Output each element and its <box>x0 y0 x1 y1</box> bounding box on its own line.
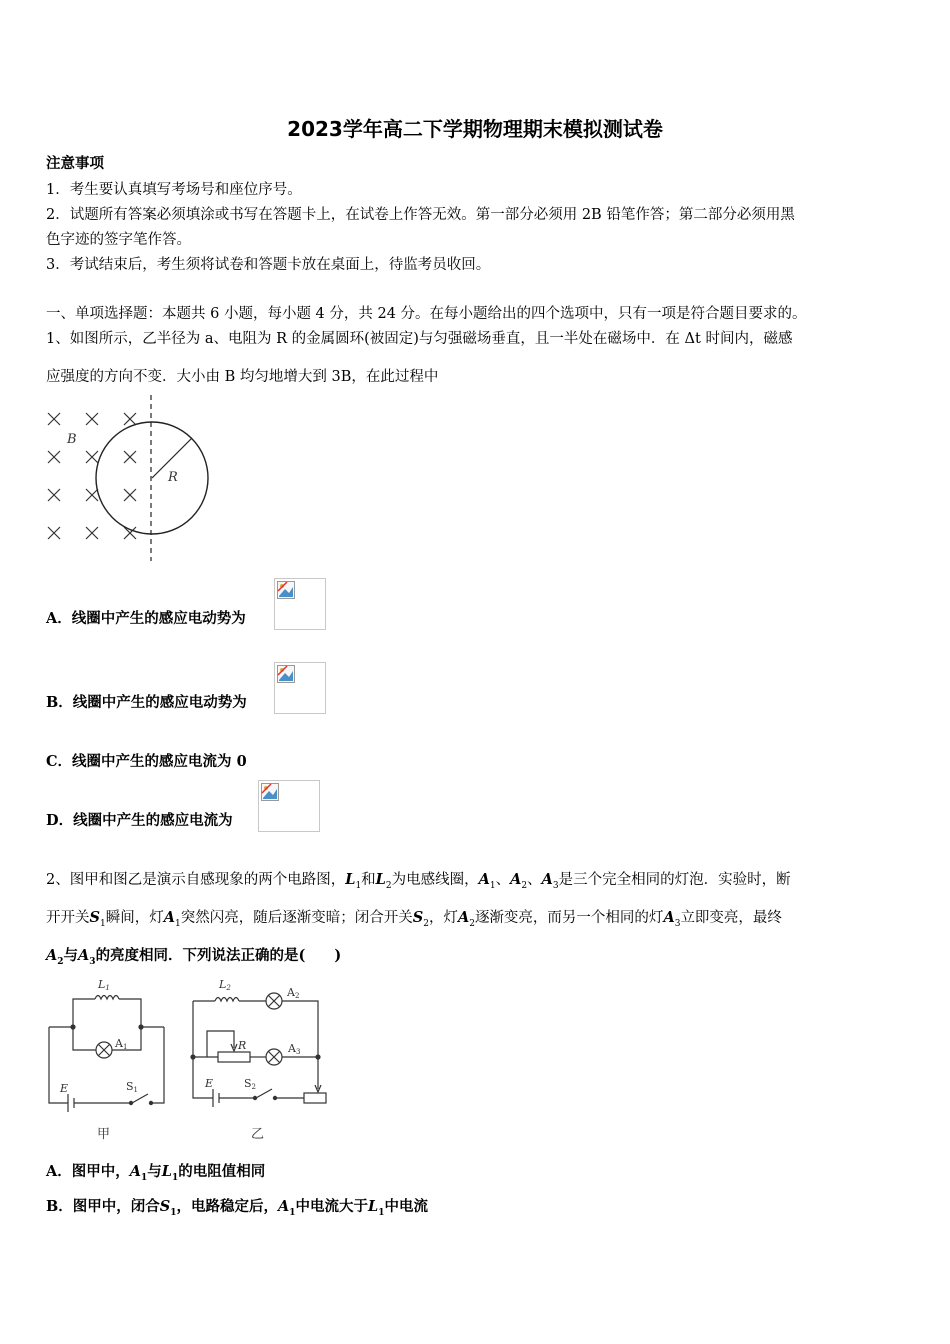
q1-text-line1: 1、如图所示，乙半径为 a、电阻为 R 的金属圆环(被固定)与匀强磁场垂直，且一半处在磁场中．在 Δt 时间内，磁感 <box>46 331 793 347</box>
q2-option-a: A．图甲中，$A_1$与$L_1$的电阻值相同 <box>46 1163 266 1183</box>
inductor-L2 <box>215 998 239 1002</box>
caption-jia: 甲 <box>97 1127 111 1142</box>
caption-yi: 乙 <box>251 1127 265 1142</box>
q2-option-b: B．图甲中，闭合$S_1$，电路稳定后，$A_1$中电流大于$L_1$中电流 <box>46 1198 429 1218</box>
q2-text-line3: $A_2$与$A_3$的亮度相同．下列说法正确的是( ) <box>46 947 342 967</box>
notice-item-2-cont: 色字迹的签字笔作答。 <box>46 232 191 248</box>
broken-image-icon <box>258 780 320 832</box>
label-A2: A2 <box>287 986 300 1000</box>
broken-image-icon <box>274 578 326 630</box>
wire <box>73 999 95 1027</box>
label-S1: S1 <box>126 1080 139 1094</box>
label-S2: S2 <box>244 1077 257 1091</box>
broken-image-icon <box>274 662 326 714</box>
label-L2: L2 <box>219 978 231 992</box>
label-L1: L1 <box>98 978 110 992</box>
q1-option-c: C．线圈中产生的感应电流为 0 <box>46 753 247 770</box>
label-A1: A1 <box>115 1037 128 1051</box>
label-E: E <box>60 1082 69 1095</box>
q2-text-line1: 2、图甲和图乙是演示自感现象的两个电路图，$L_1$和$L_2$为电感线圈，$A_1$、$A_2$、$A_3$是三个完全相同的灯泡．实验时，断 <box>46 871 791 891</box>
q2-text-line2: 开开关$S_1$瞬间，灯$A_1$突然闪亮，随后逐渐变暗；闭合开关$S_2$，灯$A_2$逐渐变亮，而另一个相同的灯$A_3$立即变亮，最终 <box>46 909 782 929</box>
inductor-L1 <box>95 996 119 1000</box>
page-title: 2023学年高二下学期物理期末模拟测试卷 <box>287 117 663 141</box>
battery-E <box>68 1094 74 1112</box>
notice-item-1: 1．考生要认真填写考场号和座位序号。 <box>46 182 302 198</box>
label-E2: E <box>205 1077 214 1090</box>
label-R: R <box>168 470 178 485</box>
q1-option-b: B．线圈中产生的感应电动势为 <box>46 694 247 711</box>
label-A3: A3 <box>288 1042 301 1056</box>
field-crosses <box>48 413 136 539</box>
rheostat-R <box>218 1052 250 1062</box>
q1-option-a: A．线圈中产生的感应电动势为 <box>46 610 246 627</box>
q2-circuit-figure <box>40 972 340 1144</box>
label-R2: R <box>238 1039 247 1052</box>
section1-heading: 一、单项选择题：本题共 6 小题，每小题 4 分，共 24 分。在每小题给出的四个选项中，只有一项是符合题目要求的。 <box>46 306 807 322</box>
q1-figure <box>40 393 220 563</box>
switch-S2 <box>256 1089 272 1098</box>
battery-E2 <box>213 1089 219 1107</box>
switch-S1 <box>132 1094 148 1103</box>
resistor <box>304 1093 326 1103</box>
q1-option-d: D．线圈中产生的感应电流为 <box>46 812 233 829</box>
notice-item-3: 3．考试结束后，考生须将试卷和答题卡放在桌面上，待监考员收回。 <box>46 257 491 273</box>
notice-item-2: 2．试题所有答案必须填涂或书写在答题卡上，在试卷上作答无效。第一部分必须用 2B 铅笔作答；第二部分必须用黑 <box>46 207 795 223</box>
q1-text-line2: 应强度的方向不变．大小由 B 均匀地增大到 3B，在此过程中 <box>46 369 439 385</box>
label-B: B <box>67 432 77 447</box>
notice-heading: 注意事项 <box>46 155 104 172</box>
